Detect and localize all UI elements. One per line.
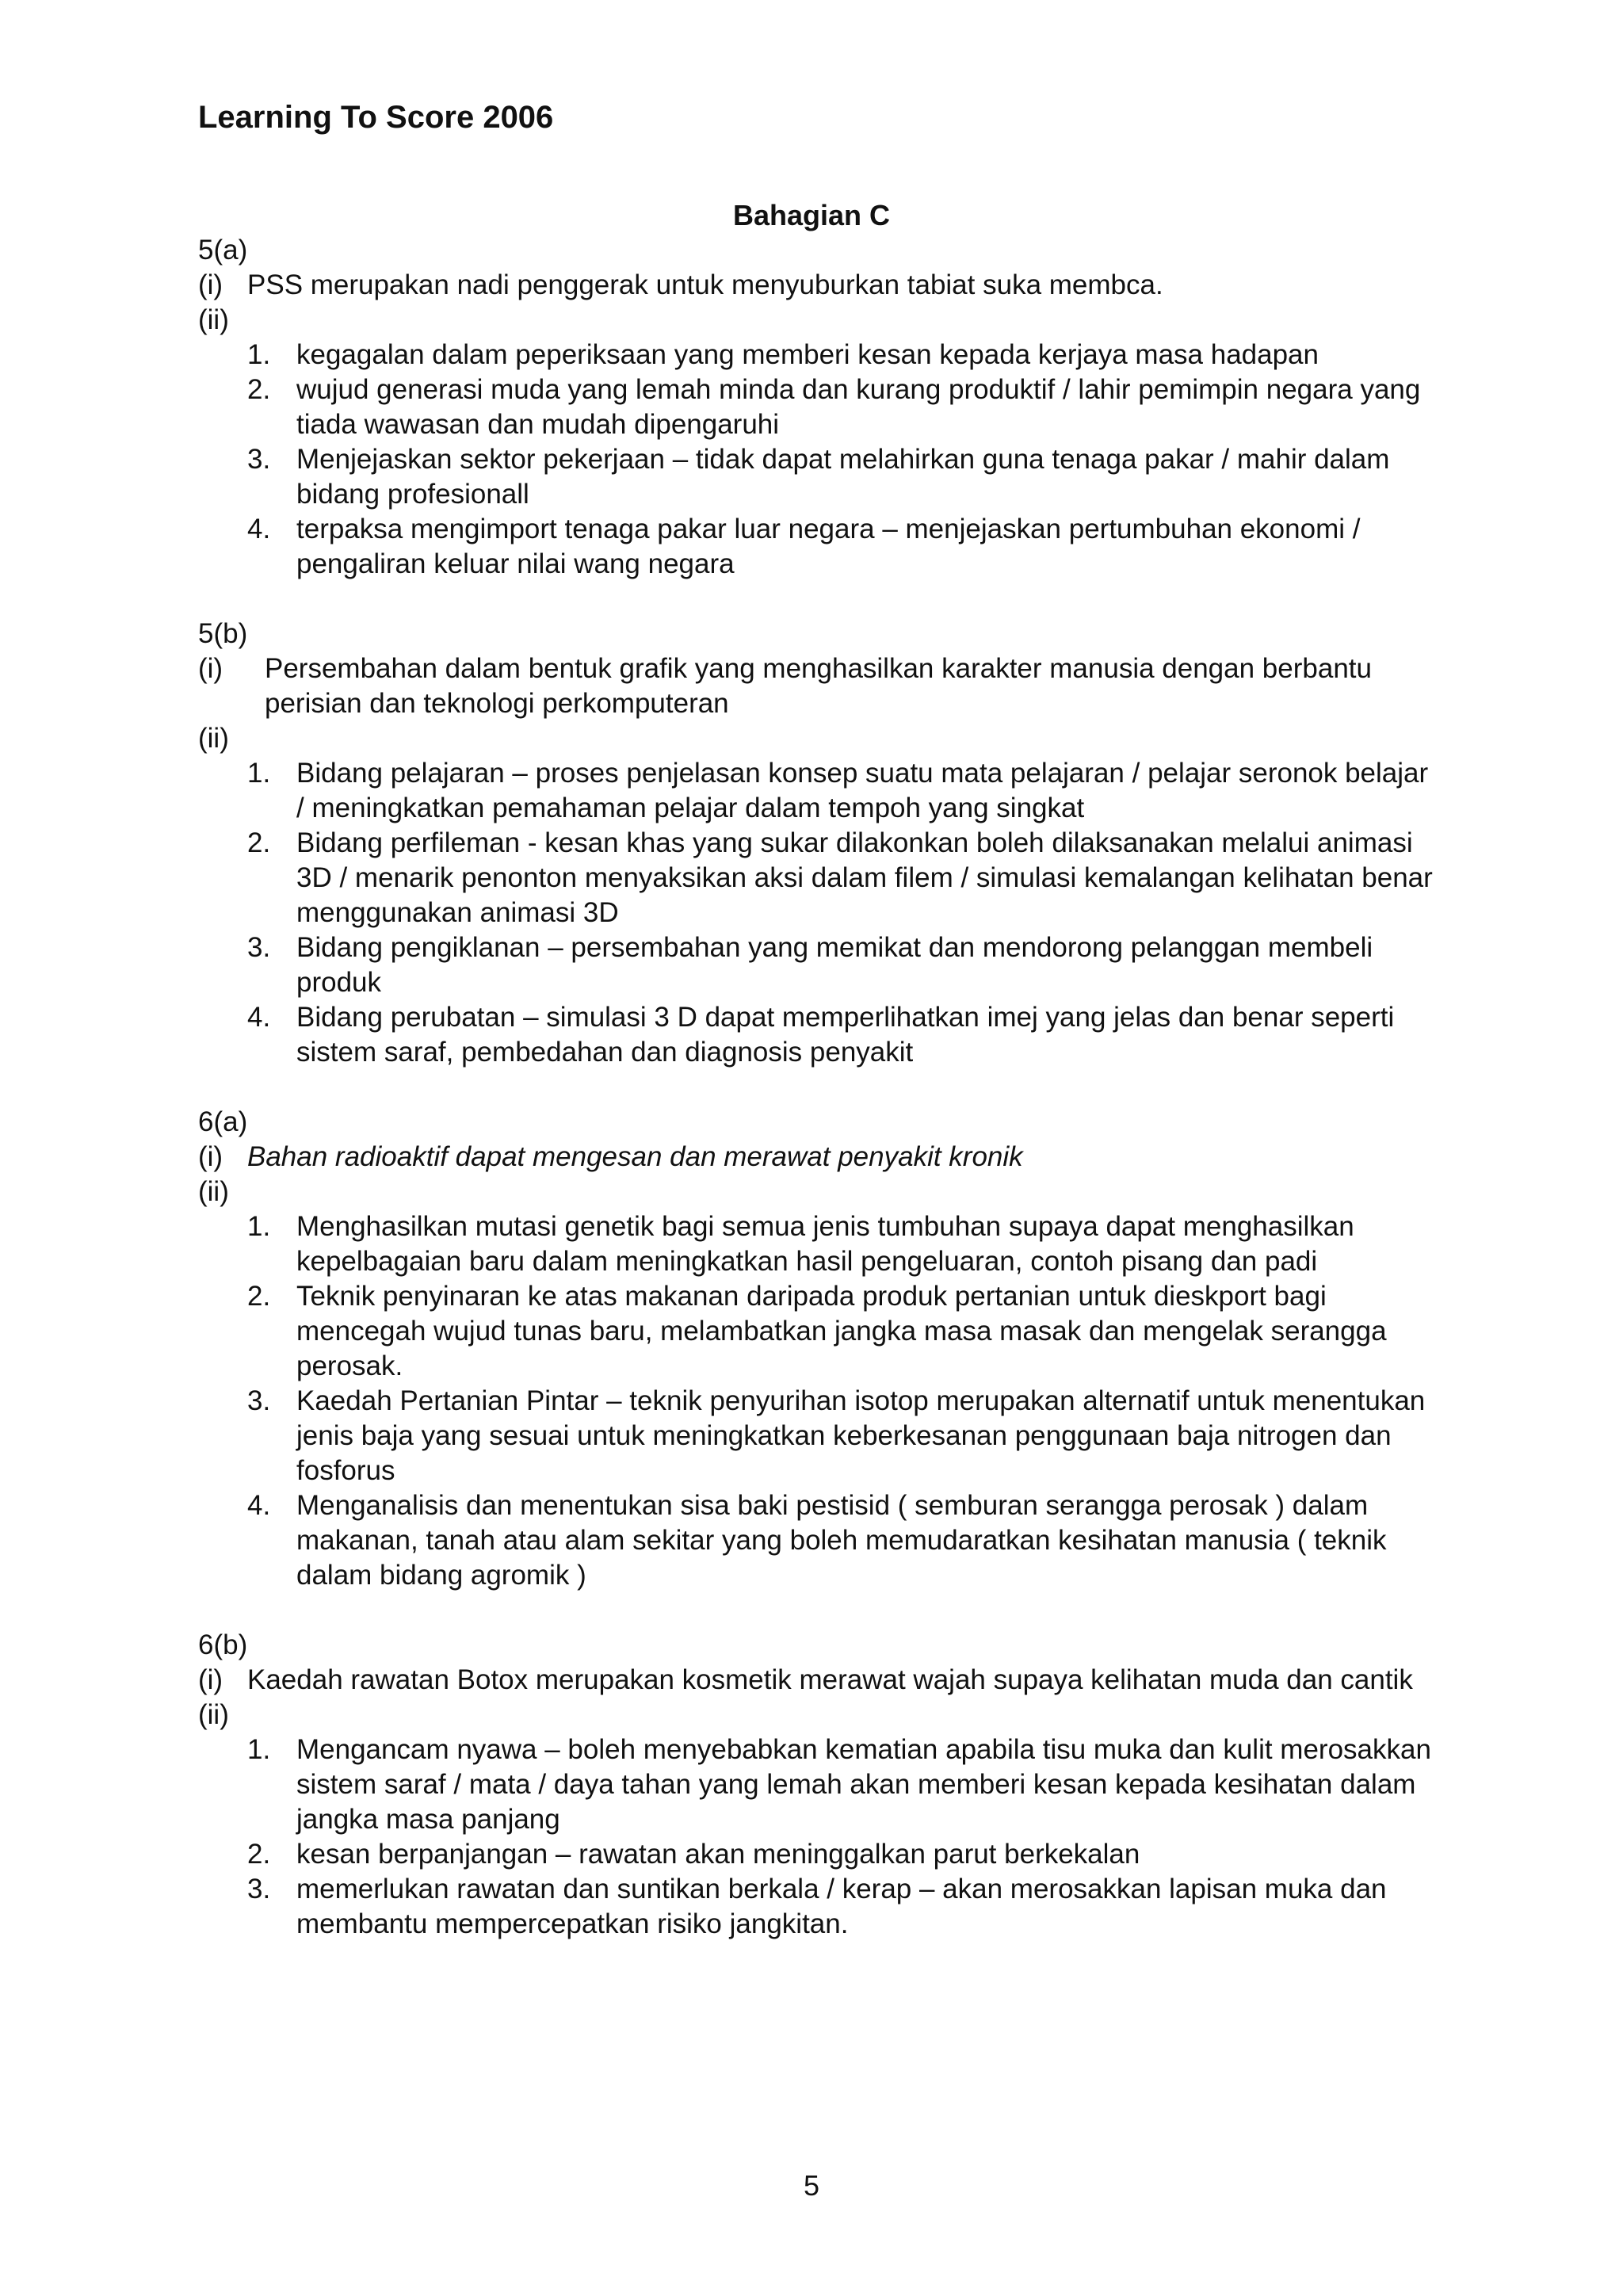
list-item-text: Menghasilkan mutasi genetik bagi semua jenis tumbuhan supaya dapat menghasilkan kepelbagaian baru dalam meningkatkan hasil pengeluaran, contoh pisang dan padi [296, 1211, 1354, 1277]
sub-question-i-text: PSS merupakan nadi penggerak untuk menyuburkan tabiat suka membca. [247, 269, 1163, 300]
list-item-text: Kaedah Pertanian Pintar – teknik penyurihan isotop merupakan alternatif untuk menentukan jenis baja yang sesuai untuk meningkatkan keberkesanan penggunaan baja nitrogen dan fosforus [296, 1385, 1426, 1486]
sub-question-i-label: (i) [198, 1141, 223, 1172]
question-label: 6(b) [198, 1629, 248, 1660]
list-item [198, 1837, 1434, 1872]
sub-question-i [198, 1663, 1434, 1698]
sub-question-i-text: Kaedah rawatan Botox merupakan kosmetik merawat wajah supaya kelihatan muda dan cantik [247, 1664, 1413, 1695]
sub-question-i [198, 1140, 1434, 1175]
question-block-5b [198, 617, 1434, 1070]
question-block-5a [198, 233, 1434, 582]
list-item-text: kesan berpanjangan – rawatan akan meninggalkan parut berkekalan [296, 1839, 1140, 1870]
list-item [198, 1872, 1434, 1942]
list-item-number: 2. [247, 827, 271, 858]
list-item [198, 442, 1434, 512]
list-item [198, 1209, 1434, 1279]
list-item-number: 3. [247, 932, 271, 963]
answer-content [198, 233, 1434, 1942]
section-heading: Bahagian C [732, 199, 891, 231]
list-item [198, 756, 1434, 826]
list-item [198, 1733, 1434, 1837]
sub-question-i-text: Bahan radioaktif dapat mengesan dan merawat penyakit kronik [247, 1141, 1023, 1172]
list-item-text: Mengancam nyawa – boleh menyebabkan kematian apabila tisu muka dan kulit merosakkan sistem saraf / mata / daya tahan yang lemah akan memberi kesan kepada kesihatan dalam jangka masa panjang [296, 1734, 1431, 1835]
sub-question-i-label: (i) [198, 269, 223, 300]
list-item-text: memerlukan rawatan dan suntikan berkala / kerap – akan merosakkan lapisan muka dan membantu mempercepatkan risiko jangkitan. [296, 1874, 1387, 1939]
answer-points-list [198, 1209, 1434, 1593]
list-item [198, 1279, 1434, 1384]
list-item [198, 1000, 1434, 1070]
list-item-number: 2. [247, 1839, 271, 1870]
document-header-title: Learning To Score 2006 [198, 100, 554, 135]
list-item [198, 512, 1434, 582]
question-block-6b [198, 1628, 1434, 1942]
sub-question-ii-label: (ii) [198, 1699, 229, 1730]
list-item-text: Menjejaskan sektor pekerjaan – tidak dapat melahirkan guna tenaga pakar / mahir dalam bidang profesionall [296, 444, 1390, 510]
list-item-number: 4. [247, 514, 271, 544]
list-item-number: 1. [247, 339, 271, 370]
list-item-number: 3. [247, 1385, 271, 1416]
list-item-text: Menganalisis dan menentukan sisa baki pestisid ( semburan serangga perosak ) dalam makanan, tanah atau alam sekitar yang boleh memudaratkan kesihatan manusia ( teknik dalam bidang agromik ) [296, 1490, 1387, 1591]
page-number: 5 [803, 2169, 820, 2202]
question-label: 5(b) [198, 618, 248, 649]
list-item [198, 826, 1434, 930]
list-item-text: wujud generasi muda yang lemah minda dan kurang produktif / lahir pemimpin negara yang tiada wawasan dan mudah dipengaruhi [296, 374, 1421, 440]
list-item-number: 1. [247, 1734, 271, 1765]
list-item [198, 1488, 1434, 1593]
list-item-text: kegagalan dalam peperiksaan yang memberi kesan kepada kerjaya masa hadapan [296, 339, 1319, 370]
list-item [198, 338, 1434, 372]
question-block-6a [198, 1105, 1434, 1593]
list-item-text: Bidang pelajaran – proses penjelasan konsep suatu mata pelajaran / pelajar seronok belajar / meningkatkan pemahaman pelajar dalam tempoh yang singkat [296, 758, 1429, 823]
answer-points-list [198, 756, 1434, 1070]
sub-question-i-text: Persembahan dalam bentuk grafik yang menghasilkan karakter manusia dengan berbantu perisian dan teknologi perkomputeran [265, 653, 1372, 719]
list-item-text: Bidang pengiklanan – persembahan yang memikat dan mendorong pelanggan membeli produk [296, 932, 1373, 998]
sub-question-i [198, 651, 1434, 721]
list-item-number: 4. [247, 1490, 271, 1521]
answer-points-list [198, 1733, 1434, 1942]
sub-question-ii-label: (ii) [198, 1176, 229, 1207]
answer-points-list [198, 338, 1434, 582]
list-item-text: terpaksa mengimport tenaga pakar luar negara – menjejaskan pertumbuhan ekonomi / pengaliran keluar nilai wang negara [296, 514, 1361, 579]
list-item [198, 372, 1434, 442]
list-item-text: Teknik penyinaran ke atas makanan daripada produk pertanian untuk dieskport bagi mencegah wujud tunas baru, melambatkan jangka masa masak dan mengelak serangga perosak. [296, 1281, 1387, 1381]
sub-question-ii-label: (ii) [198, 723, 229, 754]
sub-question-i-label: (i) [198, 1664, 223, 1695]
question-label: 6(a) [198, 1106, 248, 1137]
sub-question-i [198, 268, 1434, 303]
list-item [198, 1384, 1434, 1488]
list-item-number: 1. [247, 1211, 271, 1242]
list-item-number: 2. [247, 374, 271, 405]
sub-question-ii-label: (ii) [198, 304, 229, 335]
list-item-number: 3. [247, 1874, 271, 1904]
list-item-number: 2. [247, 1281, 271, 1312]
list-item-number: 3. [247, 444, 271, 475]
list-item-text: Bidang perubatan – simulasi 3 D dapat memperlihatkan imej yang jelas dan benar seperti sistem saraf, pembedahan dan diagnosis penyakit [296, 1002, 1395, 1068]
list-item-text: Bidang perfileman - kesan khas yang sukar dilakonkan boleh dilaksanakan melalui animasi 3D / menarik penonton menyaksikan aksi dalam filem / simulasi kemalangan kelihatan benar menggunakan animasi 3D [296, 827, 1433, 928]
question-label: 5(a) [198, 235, 248, 266]
list-item-number: 4. [247, 1002, 271, 1033]
list-item [198, 930, 1434, 1000]
sub-question-i-label: (i) [198, 653, 223, 684]
list-item-number: 1. [247, 758, 271, 789]
